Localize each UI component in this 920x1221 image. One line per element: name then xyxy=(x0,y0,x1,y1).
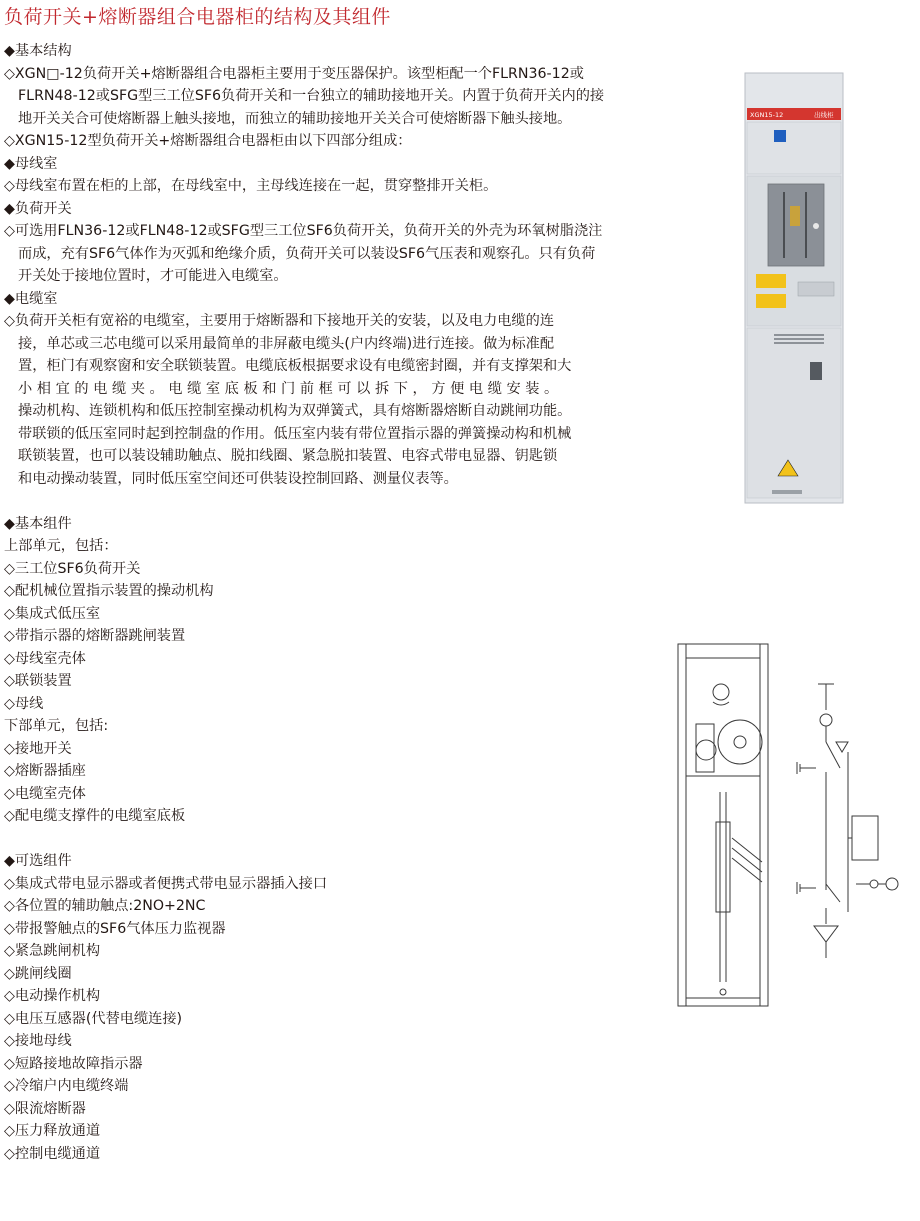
cable-room-text-line: 小相宜的电缆夹。电缆室底板和门前框可以拆下，方便电缆安装。 xyxy=(18,380,563,397)
list-item: ◇压力释放通道 xyxy=(4,1123,101,1139)
list-item: ◇接地开关 xyxy=(4,740,72,757)
cable-room-text-line: ◇负荷开关柜有宽裕的电缆室，主要用于熔断器和下接地开关的安装，以及电力电缆的连 xyxy=(4,313,555,329)
list-item: ◇集成式带电显示器或者便携式带电显示器插入接口 xyxy=(4,875,328,892)
section-heading-basic-components: ◆基本组件 xyxy=(4,515,72,532)
spacer xyxy=(4,828,694,851)
section-heading-cable-room: ◆电缆室 xyxy=(4,290,58,307)
busbar-text: ◇母线室布置在柜的上部，在母线室中，主母线连接在一起，贯穿整排开关柜。 xyxy=(4,178,498,194)
cabinet-photo xyxy=(744,72,844,504)
cabinet-panel-label: 出线柜 xyxy=(814,111,834,119)
section-heading-optional-components: ◆可选组件 xyxy=(4,853,72,869)
cable-room-text-line: 和电动操动装置，同时低压室空间还可供装设控制回路、测量仪表等。 xyxy=(18,470,458,487)
list-item: ◇电缆室壳体 xyxy=(4,785,86,802)
list-item: ◇带报警触点的SF6气体压力监视器 xyxy=(4,920,226,937)
indicator-light xyxy=(774,130,786,142)
list-item: ◇短路接地故障指示器 xyxy=(4,1055,143,1072)
list-item: ◇联锁装置 xyxy=(4,673,72,689)
spacer xyxy=(4,490,694,513)
lower-unit-label: 下部单元，包括: xyxy=(4,718,109,734)
structure-paragraph-line: ◇XGN□-12负荷开关+熔断器组合电器柜主要用于变压器保护。该型柜配一个FLRN36-12或 xyxy=(4,65,584,82)
section-heading-busbar: ◆母线室 xyxy=(4,155,58,172)
structure-paragraph-line: 地开关关合可使熔断器上触头接地，而独立的辅助接地开关关合可使熔断器下触头接地。 xyxy=(18,110,572,127)
cable-room-text-line: 联锁装置，也可以装设辅助触点、脱扣线圈、紧急脱扣装置、电容式带电显器、钥匙锁 xyxy=(18,448,558,464)
section-heading-load-switch: ◆负荷开关 xyxy=(4,200,72,217)
upper-unit-label: 上部单元，包括： xyxy=(4,538,118,554)
structure-paragraph-line: FLRN48-12或SFG型三工位SF6负荷开关和一台独立的辅助接地开关。内置于负荷开关内的接 xyxy=(18,88,605,104)
section-heading-basic-structure: ◆基本结构 xyxy=(4,43,72,59)
list-item: ◇配电缆支撑件的电缆室底板 xyxy=(4,808,186,824)
structure-composition-line: ◇XGN15-12型负荷开关+熔断器组合电器柜由以下四部分组成： xyxy=(4,133,412,149)
load-switch-text-line: ◇可选用FLN36-12或FLN48-12或SFG型三工位SF6负荷开关，负荷开关的外壳为环氧树脂浇注 xyxy=(4,223,603,239)
list-item: ◇跳闸线圈 xyxy=(4,965,72,982)
cable-room-text-line: 接，单芯或三芯电缆可以采用最简单的非屏蔽电缆头(户内终端)进行连接。做为标准配 xyxy=(18,335,555,352)
schematic-diagram xyxy=(796,672,920,972)
list-item: ◇电压互感器(代替电缆连接) xyxy=(4,1010,183,1027)
list-item: ◇母线 xyxy=(4,695,44,712)
load-switch-text-line: 开关处于接地位置时，才可能进入电缆室。 xyxy=(18,268,288,284)
cable-room-text-line: 带联锁的低压室同时起到控制盘的作用。低压室内装有带位置指示器的弹簧操动构和机械 xyxy=(18,425,572,442)
list-item: ◇冷缩户内电缆终端 xyxy=(4,1078,129,1094)
list-item: ◇紧急跳闸机构 xyxy=(4,943,101,959)
list-item: ◇各位置的辅助触点:2NO+2NC xyxy=(4,898,206,914)
cable-room-text-line: 操动机构、连锁机构和低压控制室操动机构为双弹簧式，具有熔断器熔断自动跳闸功能。 xyxy=(18,403,572,419)
list-item: ◇集成式低压室 xyxy=(4,605,101,622)
list-item: ◇带指示器的熔断器跳闸装置 xyxy=(4,628,186,644)
load-switch-text-line: 而成，充有SF6气体作为灭弧和绝缘介质，负荷开关可以装设SF6气压表和观察孔。只有负荷 xyxy=(18,245,596,262)
list-item: ◇控制电缆通道 xyxy=(4,1145,101,1162)
list-item: ◇接地母线 xyxy=(4,1033,72,1049)
cable-room-text-line: 置，柜门有观察窗和安全联锁装置。电缆底板根据要求设有电缆密封圈，并有支撑架和大 xyxy=(18,358,572,374)
list-item: ◇电动操作机构 xyxy=(4,988,101,1004)
section-drawing xyxy=(676,642,770,1008)
list-item: ◇三工位SF6负荷开关 xyxy=(4,560,141,577)
list-item: ◇母线室壳体 xyxy=(4,650,86,667)
cabinet-model-label: XGN15-12 xyxy=(750,111,784,119)
page-title: 负荷开关+熔断器组合电器柜的结构及其组件 xyxy=(4,6,391,28)
list-item: ◇熔断器插座 xyxy=(4,763,86,779)
list-item: ◇配机械位置指示装置的操动机构 xyxy=(4,583,214,599)
text-column xyxy=(4,40,694,1165)
list-item: ◇限流熔断器 xyxy=(4,1100,86,1117)
